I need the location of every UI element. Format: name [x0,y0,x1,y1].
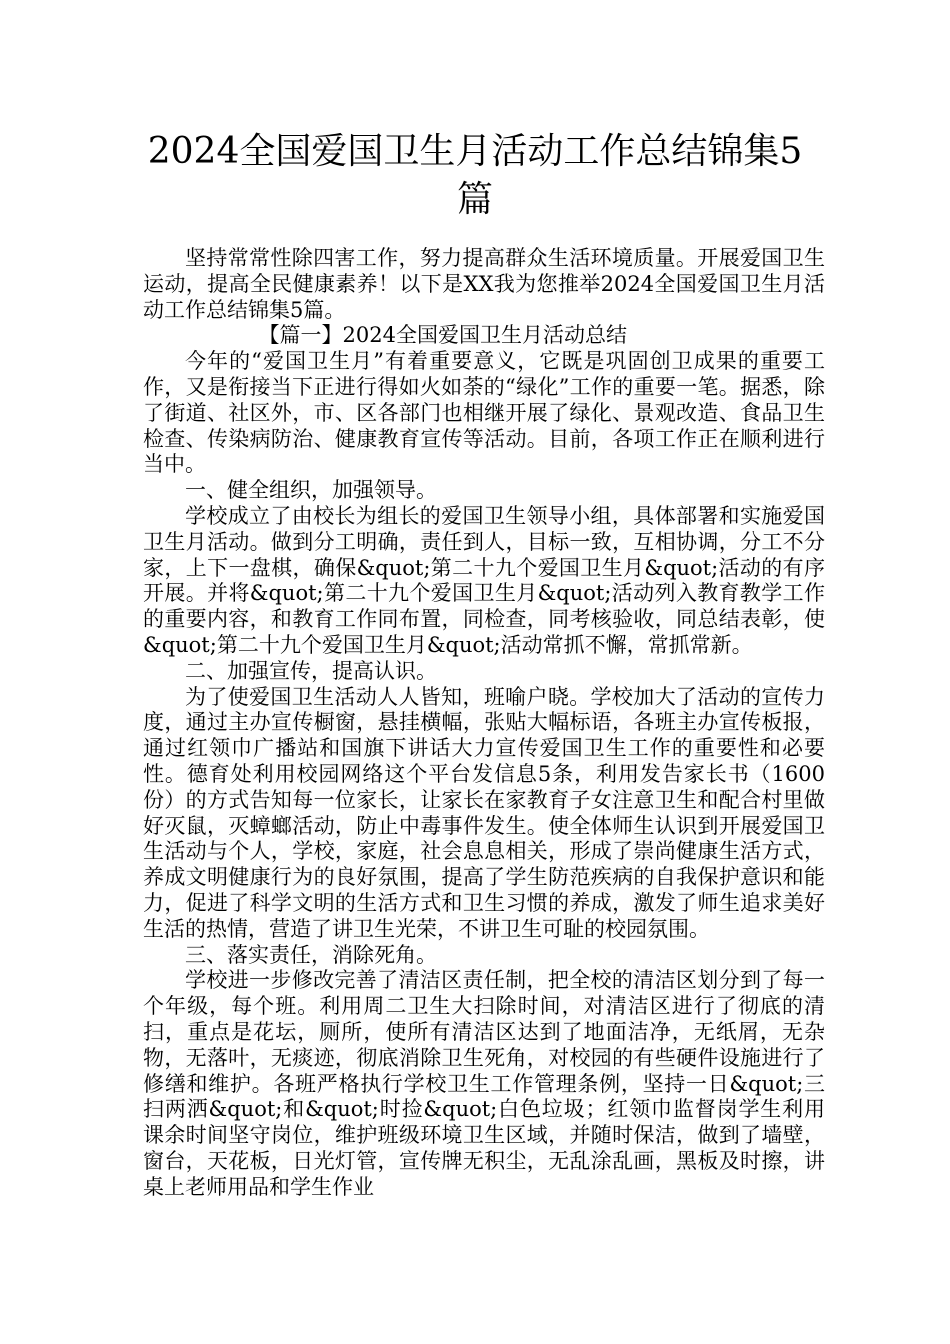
subheading: 三、落实责任，消除死角。 [185,942,437,967]
intro-paragraph: 坚持常常性除四害工作，努力提高群众生活环境质量。开展爱国卫生运动，提高全民健康素养！以下是XX我为您推举2024全国爱国卫生月活动工作总结锦集5篇。 [143,246,825,322]
body-paragraph: 为了使爱国卫生活动人人皆知，班喻户晓。学校加大了活动的宣传力度，通过主办宣传橱窗，悬挂横幅，张贴大幅标语，各班主办宣传板报，通过红领巾广播站和国旗下讲话大力宣传爱国卫生工作的重要性和必要性。德育处利用校园网络这个平台发信息5条，利用发告家长书（1600份）的方式告知每一位家长，让家长在家教育子女注意卫生和配合村里做好灭鼠，灭蟑螂活动，防止中毒事件发生。使全体师生认识到开展爱国卫生活动与个人，学校，家庭，社会息息相关，形成了崇尚健康生活方式，养成文明健康行为的良好氛围，提高了学生防范疾病的自我保护意识和能力，促进了科学文明的生活方式和卫生习惯的养成，激发了师生追求美好生活的热情，营造了讲卫生光荣，不讲卫生可耻的校园氛围。 [143,684,825,941]
document-title: 2024全国爱国卫生月活动工作总结锦集5篇 [147,131,803,220]
subheading: 二、加强宣传，提高认识。 [185,658,437,683]
document-body [143,246,825,1200]
body-paragraph: 今年的“爱国卫生月”有着重要意义，它既是巩固创卫成果的重要工作，又是衔接当下正进行得如火如荼的“绿化”工作的重要一笔。据悉，除了街道、社区外，市、区各部门也相继开展了绿化、景观改造、食品卫生检查、传染病防治、健康教育宣传等活动。目前，各项工作正在顺利进行当中。 [143,349,825,477]
subheading: 一、健全组织，加强领导。 [185,478,437,503]
body-paragraph: 学校进一步修改完善了清洁区责任制，把全校的清洁区划分到了每一个年级，每个班。利用周二卫生大扫除时间，对清洁区进行了彻底的清扫，重点是花坛，厕所，使所有清洁区达到了地面洁净，无纸屑，无杂物，无落叶，无痰迹，彻底消除卫生死角，对校园的有些硬件设施进行了修缮和维护。各班严格执行学校卫生工作管理条例，坚持一日&quot;三扫两洒&quot;和&quot;时捡&quot;白色垃圾；红领巾监督岗学生利用课余时间坚守岗位，维护班级环境卫生区域，并随时保洁，做到了墙壁，窗台，天花板，日光灯管，宣传牌无积尘，无乱涂乱画，黑板及时擦，讲桌上老师用品和学生作业 [143,968,825,1199]
section-heading: 【篇一】2024全国爱国卫生月活动总结 [258,323,627,348]
body-paragraph: 学校成立了由校长为组长的爱国卫生领导小组，具体部署和实施爱国卫生月活动。做到分工明确，责任到人，目标一致，互相协调，分工不分家，上下一盘棋，确保&quot;第二十九个爱国卫生月&quot;活动的有序开展。并将&quot;第二十九个爱国卫生月&quot;活动列入教育教学工作的重要内容，和教育工作同布置，同检查，同考核验收，同总结表彰，使&quot;第二十九个爱国卫生月&quot;活动常抓不懈，常抓常新。 [143,503,825,657]
